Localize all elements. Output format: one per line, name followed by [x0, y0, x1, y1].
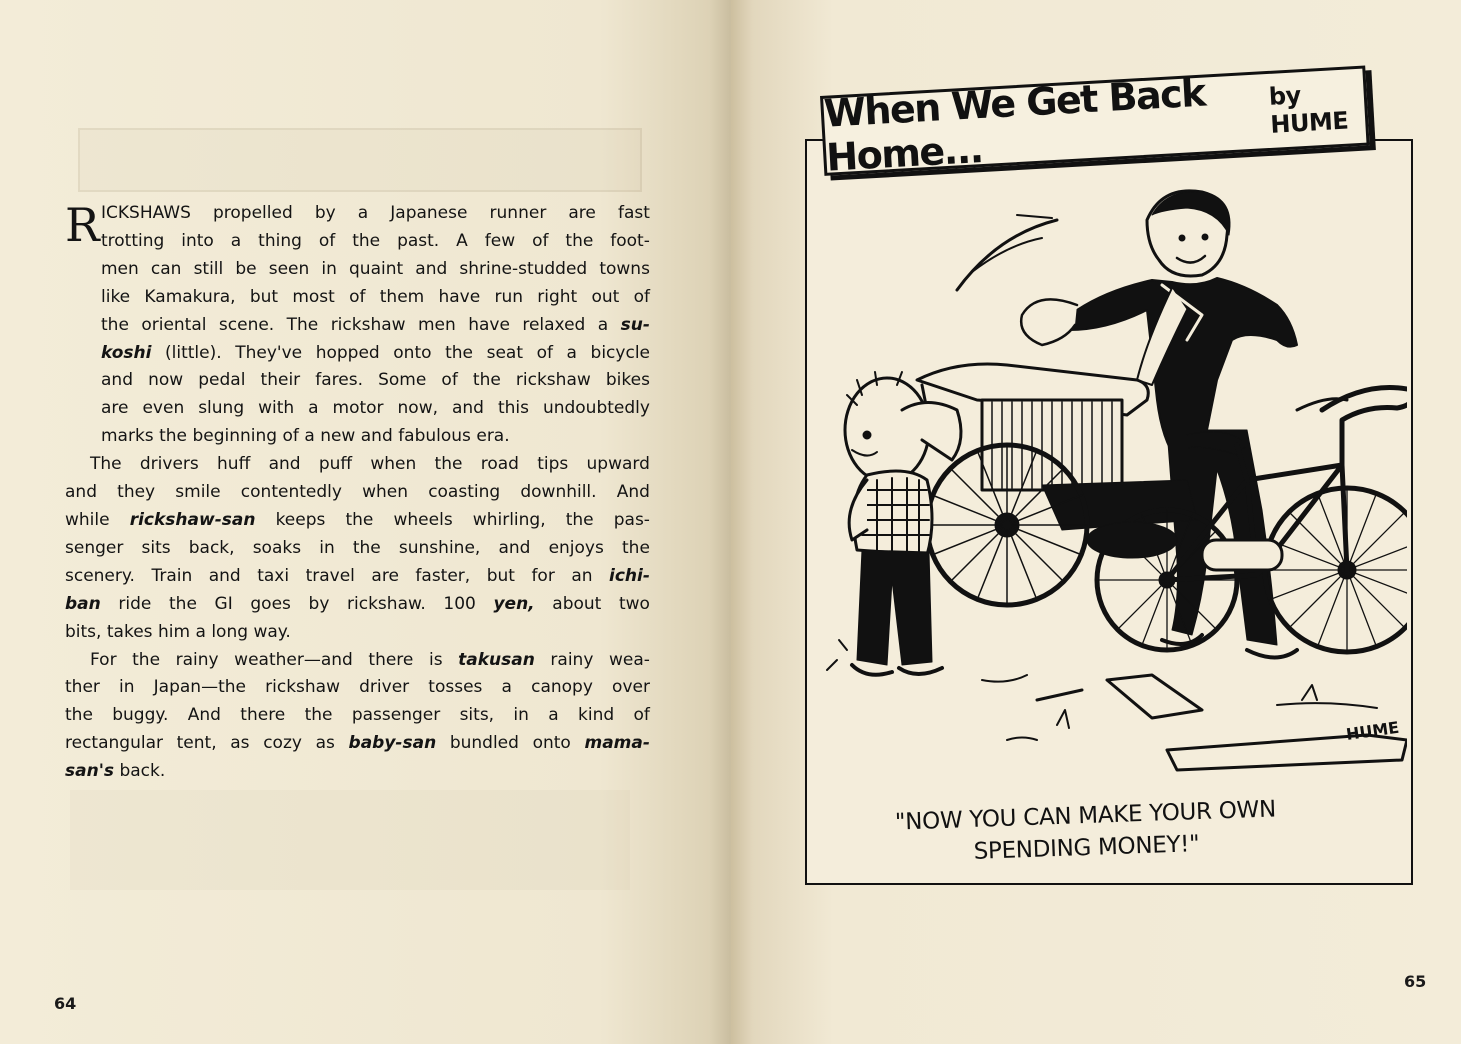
word: thing [258, 230, 302, 251]
word: of [282, 426, 299, 447]
word: men [101, 258, 139, 279]
word: is [428, 649, 443, 670]
paragraph-1 [65, 200, 650, 451]
word: tent, [176, 733, 217, 754]
word: in [513, 705, 529, 726]
word: Japanese [390, 203, 468, 223]
word: fares. [315, 370, 364, 391]
word: a [597, 314, 609, 335]
text-line [101, 256, 650, 284]
cartoon-illustration [807, 180, 1407, 780]
word: bikes [605, 370, 650, 391]
word: takes [106, 621, 153, 642]
word: enjoys [548, 537, 604, 558]
word: whirling, [472, 509, 546, 530]
italic-word: takusan [458, 649, 535, 670]
word: over [612, 677, 650, 698]
word: out [591, 286, 620, 307]
word: rickshaw. [347, 593, 426, 614]
word: are [101, 398, 129, 419]
word: now [148, 370, 184, 391]
italic-word: mama- [584, 733, 650, 754]
motion-line [957, 220, 1057, 290]
boy-figure [827, 372, 961, 675]
word: driver [359, 677, 410, 698]
text-line [65, 702, 650, 730]
text-line [65, 730, 650, 758]
word: of [633, 286, 650, 307]
italic-word: ichi- [609, 565, 650, 586]
text-line [65, 647, 650, 675]
word: huff [217, 454, 251, 475]
word: right [537, 286, 578, 307]
word: as [315, 733, 335, 754]
word: and [208, 565, 241, 586]
word: rickshaw [265, 677, 340, 698]
word: wea- [608, 649, 650, 670]
word: few [484, 230, 516, 251]
word: of [633, 705, 650, 726]
word: road [480, 454, 519, 475]
word: quaint [349, 258, 404, 279]
word: trotting [101, 230, 165, 251]
word: by [308, 593, 330, 614]
word: GI [214, 593, 233, 614]
word: a [566, 342, 577, 363]
word: rectangular [65, 733, 163, 754]
word: runner [489, 203, 547, 223]
word: and [360, 426, 393, 447]
word: Kamakura, [144, 286, 236, 307]
word: and [498, 537, 531, 558]
word: coasting [428, 482, 501, 503]
word: new [320, 426, 356, 447]
word: of [318, 230, 336, 251]
word: travel [305, 565, 355, 586]
word: Train [151, 565, 193, 586]
word: era. [476, 426, 510, 447]
word: in [321, 258, 337, 279]
cartoon-title: When We Get Back Home... [822, 70, 1206, 180]
word: bicycle [590, 342, 650, 363]
word: slung [198, 398, 245, 419]
ground-debris [982, 675, 1407, 770]
word: have [438, 286, 481, 307]
word: a [548, 705, 559, 726]
word: the [345, 509, 374, 530]
word: even [142, 398, 185, 419]
word: in [319, 537, 335, 558]
word: sits [141, 537, 171, 558]
text-line [65, 591, 650, 619]
word: a [230, 230, 242, 251]
paragraph-1-lines [101, 200, 650, 451]
word: contentedly [240, 482, 342, 503]
word: are [568, 203, 596, 223]
italic-word: rickshaw-san [129, 509, 256, 530]
text-line [65, 507, 650, 535]
word: there [368, 649, 414, 670]
word: but [249, 286, 279, 307]
page-number-right: 65 [1404, 972, 1427, 991]
italic-word: koshi [101, 342, 152, 363]
paragraph-2 [65, 451, 650, 646]
word: of [532, 230, 549, 251]
word: this [497, 398, 529, 419]
word: motor [332, 398, 384, 419]
word: two [618, 593, 650, 614]
word: marks [101, 426, 154, 447]
text-line [65, 758, 650, 786]
right-page [731, 0, 1461, 1044]
word: in [119, 677, 135, 698]
word: rickshaw [330, 314, 406, 335]
word: of [441, 370, 458, 391]
word: are [371, 565, 399, 586]
word: onto [393, 342, 432, 363]
word: smile [175, 482, 221, 503]
word: taxi [257, 565, 290, 586]
show-through-title [78, 128, 642, 192]
text-line [101, 228, 650, 256]
word: wheels [393, 509, 453, 530]
word: have [468, 314, 510, 335]
article-text [65, 200, 650, 786]
word: long [211, 621, 249, 642]
word: passenger [351, 705, 441, 726]
word: as [230, 733, 250, 754]
word: a [304, 426, 315, 447]
word: tips [537, 454, 569, 475]
word: And [187, 705, 221, 726]
word: senger [65, 537, 124, 558]
word: sits, [459, 705, 495, 726]
word: 100 [443, 593, 476, 614]
word: and [415, 258, 448, 279]
word: goes [250, 593, 291, 614]
word: most [292, 286, 335, 307]
word: there [240, 705, 286, 726]
text-line [65, 674, 650, 702]
text-line [101, 200, 650, 228]
word: ride [118, 593, 152, 614]
word: now, [397, 398, 439, 419]
word: towns [599, 258, 650, 279]
word: a [308, 398, 319, 419]
word: the [565, 230, 594, 251]
word: soaks [252, 537, 302, 558]
word: and [451, 398, 484, 419]
word: scenery. [65, 565, 135, 586]
word: a [195, 621, 206, 642]
word: the [565, 509, 594, 530]
word: Some [378, 370, 427, 391]
word: fabulous [398, 426, 471, 447]
word: the [472, 370, 501, 391]
word: and [268, 454, 301, 475]
word: men [417, 314, 456, 335]
word: past. [397, 230, 440, 251]
word: shrine-studded [459, 258, 588, 279]
word: but [486, 565, 515, 586]
word: can [150, 258, 182, 279]
word: hopped [315, 342, 380, 363]
word: the [445, 342, 474, 363]
word: fast [617, 203, 650, 223]
word: into [181, 230, 214, 251]
text-line [101, 340, 650, 368]
text-line [65, 619, 650, 647]
word: keeps [275, 509, 326, 530]
page-number-left: 64 [54, 994, 77, 1013]
word: when [370, 454, 417, 475]
word: undoubtedly [542, 398, 650, 419]
word: back. [119, 761, 166, 782]
word: And [616, 482, 650, 503]
word: by [314, 203, 336, 223]
word: For [90, 649, 117, 670]
word: canopy [531, 677, 593, 698]
word: with [258, 398, 295, 419]
word: the [434, 454, 463, 475]
word: when [362, 482, 409, 503]
word: a [501, 677, 512, 698]
word: drivers [139, 454, 199, 475]
text-line [65, 535, 650, 563]
word: upward [586, 454, 650, 475]
word: onto [532, 733, 571, 754]
word: puff [318, 454, 353, 475]
italic-word: san's [65, 761, 115, 782]
text-line [101, 367, 650, 395]
word: the [132, 649, 161, 670]
text-line [101, 312, 650, 340]
word: ICKSHAWS [101, 203, 191, 223]
word: still [193, 258, 224, 279]
word: oriental [141, 314, 207, 335]
word: be [235, 258, 257, 279]
caption-line-2: SPENDING MONEY!" [973, 831, 1200, 865]
caption-line-1: "NOW YOU CAN MAKE YOUR OWN [894, 796, 1277, 836]
word: kind [578, 705, 615, 726]
word: faster, [415, 565, 471, 586]
word: a [357, 203, 369, 223]
word: the [159, 426, 188, 447]
artist-signature: HUME [1344, 717, 1401, 744]
word: their [260, 370, 301, 391]
word: rainy [175, 649, 219, 670]
text-line [65, 479, 650, 507]
show-through-block [70, 790, 630, 890]
word: of [349, 286, 366, 307]
word: ther [65, 677, 100, 698]
text-line [65, 563, 650, 591]
word: while [65, 509, 110, 530]
word: the [352, 230, 381, 251]
word: and [65, 482, 97, 503]
word: of [536, 342, 553, 363]
italic-word: su- [620, 314, 650, 335]
word: weather—and [234, 649, 353, 670]
word: A [456, 230, 468, 251]
word: buggy. [112, 705, 169, 726]
word: propelled [212, 203, 293, 223]
word: the [101, 314, 129, 335]
motion-line [1017, 215, 1052, 218]
word: him [157, 621, 191, 642]
word: rickshaw [515, 370, 591, 391]
word: the [65, 705, 93, 726]
word: seen [268, 258, 310, 279]
word: (little). [165, 342, 222, 363]
paragraph-3 [65, 647, 650, 787]
word: the [622, 537, 650, 558]
text-line [101, 395, 650, 423]
word: and [101, 370, 133, 391]
word: beginning [192, 426, 278, 447]
word: tosses [428, 677, 483, 698]
word: the [304, 705, 333, 726]
word: an [571, 565, 593, 586]
word: run [494, 286, 524, 307]
word: the [352, 537, 381, 558]
word: the [169, 593, 197, 614]
word: like [101, 286, 131, 307]
word: pedal [198, 370, 246, 391]
italic-word: ban [65, 593, 101, 614]
word: relaxed [522, 314, 586, 335]
word: The [90, 454, 122, 475]
word: bits, [65, 621, 102, 642]
text-line [101, 284, 650, 312]
word: foot- [610, 230, 650, 251]
word: them [379, 286, 425, 307]
drop-cap: R [65, 198, 100, 252]
italic-word: baby-san [348, 733, 437, 754]
word: They've [235, 342, 303, 363]
word: cozy [263, 733, 302, 754]
text-line [65, 451, 650, 479]
italic-word: yen, [493, 593, 535, 614]
word: sunshine, [398, 537, 481, 558]
word: rainy [550, 649, 594, 670]
word: pas- [613, 509, 650, 530]
word: way. [253, 621, 291, 642]
word: bundled [449, 733, 519, 754]
cartoon-byline: by HUME [1268, 81, 1349, 139]
word: back, [188, 537, 235, 558]
word: The [286, 314, 319, 335]
word: seat [486, 342, 523, 363]
word: downhill. [520, 482, 597, 503]
word: about [552, 593, 602, 614]
word: for [531, 565, 555, 586]
word: Japan—the [153, 677, 246, 698]
word: they [117, 482, 156, 503]
word: scene. [218, 314, 275, 335]
text-line [101, 423, 650, 451]
